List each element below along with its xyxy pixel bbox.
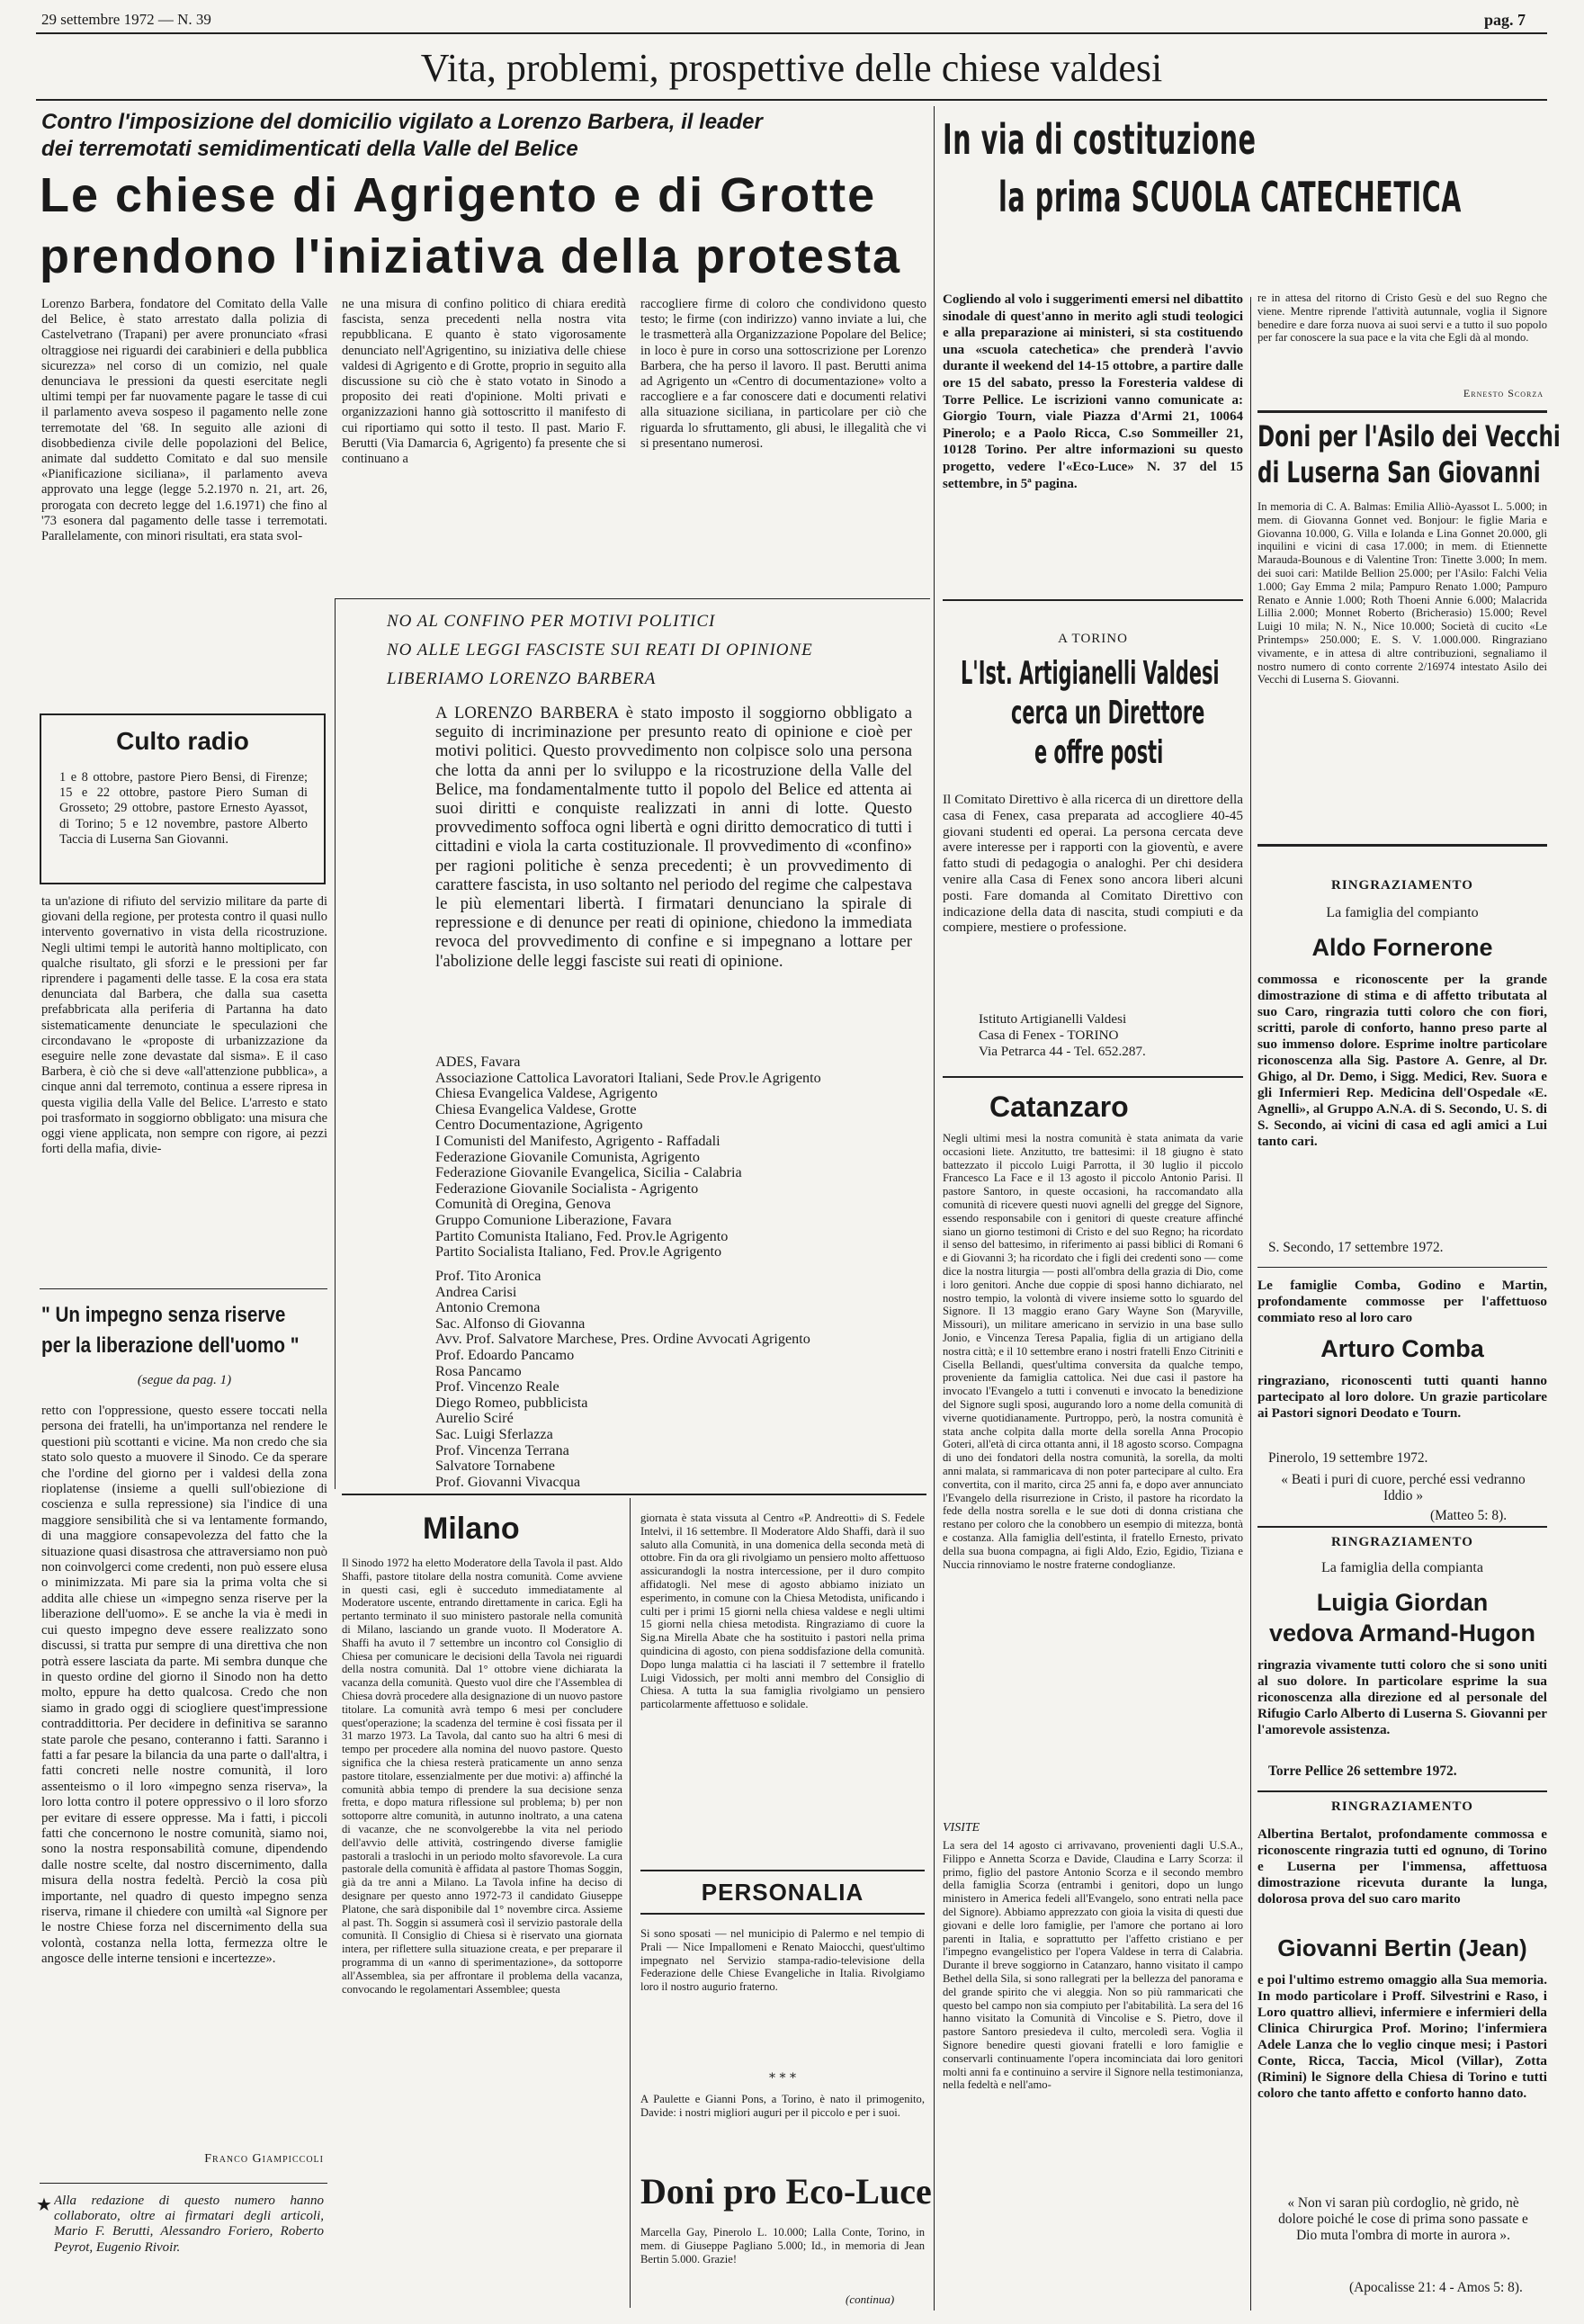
column-rule-right-2 (1250, 297, 1251, 2311)
ringr2-ref: (Matteo 5: 8). (1430, 1508, 1508, 1523)
column-rule-right-1 (934, 106, 935, 2311)
person: Prof. Giovanni Vivacqua (435, 1473, 581, 1490)
person: Andrea Carisi (435, 1283, 517, 1300)
ringr2-body: ringraziano, riconoscenti tutti quanti hanno partecipato al loro dolore. Un grazie particolare ai Pastori signori Deodato e Tourn. (1257, 1373, 1547, 1421)
ringr4-verse: « Non vi saran più cordoglio, nè grido, nè dolore poiché le cose di prima sono passate e Dio muta l'ombra di morte in aurora ». (1278, 2195, 1528, 2243)
personalia-stars: * * * (769, 2071, 796, 2086)
person: Antonio Cremona (435, 1299, 541, 1316)
artigianelli-title-2-wrap (1011, 695, 1308, 731)
ringr3-name-2: vedova Armand-Hugon (1268, 1620, 1536, 1647)
manifesto-persons (435, 1269, 921, 1490)
signer: Federazione Giovanile Comunista, Agrigento (435, 1148, 701, 1165)
signer: Chiesa Evangelica Valdese, Grotte (435, 1100, 637, 1117)
personalia-title: PERSONALIA (701, 1879, 864, 1906)
artigianelli-address (979, 1011, 1146, 1059)
asilo-title-2: di Luserna San Giovanni (1257, 455, 1541, 489)
ringr-rule-3 (1257, 1790, 1547, 1792)
scuola-title-1: In via di costituzione (943, 115, 1257, 164)
column-rule-mid (630, 1498, 631, 2308)
manifesto-slogan-3: LIBERIAMO LORENZO BARBERA (387, 669, 657, 688)
column-rule-left (335, 598, 336, 1489)
doni-eco-title: Doni pro Eco-Luce (640, 2171, 932, 2212)
artigianelli-kicker: A TORINO (1058, 632, 1128, 646)
person: Prof. Vincenzo Reale (435, 1378, 559, 1395)
address-line: Via Petrarca 44 - Tel. 652.287. (979, 1043, 1146, 1059)
lead-kicker-1: Contro l'imposizione del domicilio vigilato a Lorenzo Barbera, il leader (41, 110, 763, 134)
impegno-title-1: " Un impegno senza riserve (41, 1303, 286, 1327)
ringr3-body: ringrazia vivamente tutti coloro che si sono uniti al suo dolore. In particolare esprime la sua riconoscenza alla direzione ed al personale del Rifugio Carlo Alberto di Luserna S. Giovanni per l'amorevole assistenza. (1257, 1657, 1547, 1737)
artigianelli-body: Il Comitato Direttivo è alla ricerca di un direttore della casa di Fenex, casa preparata ad accogliere 40-45 giovani studenti ed operai. La persona cercata deve avere interesse per i rapporti con la gioventù, e avere fatto studi di pedagogia o analoghi. Per chi desidera venire alla Casa di Fenex sono ancora liberi alcuni posti. Fare domanda al Comitato Direttivo con indicazione della data di nascita, studi compiuti e da compiere, mestiere o professione. (943, 792, 1243, 936)
doni-eco-continua: (continua) (846, 2293, 895, 2306)
asilo-body: In memoria di C. A. Balmas: Emilia Alliò-Ayassot L. 5.000; in mem. di Giovanna Gonnet ved. Bonjour: le figlie Maria e Giovanna 10.000, G. Villa e Iolanda e Lina Gonnet 20.000, gli inquilini e vicini di casa 17.000; in mem. di Etiennette Marauda-Bounous e di Valentine Tron: Tinette 3.000; In mem. dei suoi cari: Matilde Bellion 25.000; per l'Asilo: Falchi Velia 1.000; Gay Emma 2 mila; Pampuro Renato 1.000; Pampuro Renato e Annie 1.000; Roth Thoeni Annie 6.000; Malacrida Lillia 2.000; Monnet Roberto (Bricherasio) 15.000; Revel Luigi 10 mila; N. N., Nice 10.000; Società di cucito «Le Printemps» 250.000; E. S. V. 1.000.000. Ringraziano vivamente, e in attesa di altre contribuzioni, segnaliamo il nostro numero di conto corrente 2/16974 intestato Asilo dei Vecchi di Luserna S. Giovanni. (1257, 500, 1547, 686)
person: Rosa Pancamo (435, 1362, 522, 1379)
scuola-body: Cogliendo al volo i suggerimenti emersi nel dibattito sinodale di quest'anno in merito agli studi teologici e alla preparazione ai ministeri, si sta costituendo una «scuola catechetica» che prenderà l'avvio durante il weekend del 14-15 ottobre, a partire dalle ore 15 del sabato, presso la Foresteria valdese di Torre Pellice. Le iscrizioni vanno comunicate a: Giorgio Tourn, viale Piazza d'Armi 21, 10064 Pinerolo; e a Paolo Ricca, C.so Sommeiller 21, 10128 Torino. Per altre informazioni su questo progetto, vedere l'«Eco-Luce» N. 37 del 15 settembre, in 5ª pagina. (943, 292, 1243, 491)
signer: Gruppo Comunione Liberazione, Favara (435, 1211, 672, 1228)
signer: Partito Comunista Italiano, Fed. Prov.le Agrigento (435, 1227, 729, 1244)
person: Prof. Edoardo Pancamo (435, 1346, 575, 1363)
manifesto-rule-top (335, 598, 930, 599)
signer: Federazione Giovanile Evangelica, Sicilia - Calabria (435, 1164, 742, 1181)
personalia-rule-top (640, 1870, 925, 1871)
culto-radio-text: 1 e 8 ottobre, pastore Piero Bensi, di Firenze; 15 e 22 ottobre, pastore Piero Suman di Grosseto; 29 ottobre, pastore Ernesto Ayassot, di Torino; 5 e 12 novembre, pastore Alberto Taccia di Luserna San Giovanni. (59, 770, 308, 847)
artigianelli-title-2: cerca un Direttore (1011, 695, 1205, 731)
ringr-rule-1 (1257, 1267, 1547, 1268)
lead-column-1-continued: ta un'azione di rifiuto del servizio militare da parte di giovani della regione, per protesta contro il quasi nullo intervento governativo in vista della ricostruzione. Negli ultimi tempi le autorità hanno moltiplicato, con qualche risultato, gli sforzi e le pressioni per far riprendere i pagamenti delle tasse. E la cosa era stata denunciata dal Barbera, che dalla sua casetta prefabbricata alla periferia di Partanna ha dato sistematicamente denunciate le speculazioni che circondavano le «proposte di urbanizzazione da eseguire nelle zone devastate dal sisma». E il caso Barbera, è ciò che si deve «all'attenzione pubblica», a cinque anni dal terremoto, continua a essere ripresa in questa vigilia della Valle del Belice. L'arresto e stato poi trasformato in soggiorno obbligato: una misura che oggi viene applicata, non sempre con rigore, ai pezzi forti della mafia, divie- (41, 894, 327, 1157)
signer: Centro Documentazione, Agrigento (435, 1117, 643, 1134)
catanzaro-body: Negli ultimi mesi la nostra comunità è stata animata da varie occasioni liete. Anzitutto, tre battesimi: il 18 giugno è stato battezzato il piccolo Luigi Parrotta, il 30 luglio il piccolo Francesco La Face e il 13 agosto il piccolo Antonio Parisi. Il pastore Santoro, in queste occasioni, ha raccomandato alla comunità di ricevere questi nuovi agnelli del gregge del Signore, essendo responsabile con i genitori di queste creature affinché siano un giorno testimoni di Cristo e del suo Regno; ha ricordato il senso del battesimo, in riferimento ai passi biblici di Romani 6 e di Giovanni 3; ha ricordato che i figli dei credenti sono — come dice la nostra liturgia — posti all'ombra della grazia di Dio, come i loro genitori. Anche due coppie di sposi hanno dichiarato, nel nostro tempio, la volontà di vivere insieme sotto lo sguardo del Signore. Il 13 maggio erano Gary Wayne Son (Maryville, Missouri), un militare americano in servizio in una base sullo Jonio, e Vincenza Teresa Papalia, figlia di un artigiano della nostra città; e il 10 settembre erano i nostri fratelli Enzo Citriniti e Cisella Bellandi, quest'ultima conversita da qualche tempo, proveniente da famiglia cattolica. Nei due casi il pastore ha invocato l'Evangelo a tutti i convenuti e invocato la benedizione del Signore sugli sposi, augurando loro a nome della comunità di viverne quotidianamente. Purtroppo, però, la nostra comunità è stata anche colpita dalla morte della sorella Anna Procopio Goteri, all'età di circa ottanta anni, il 18 agosto scorso. Compagna di uno dei fondatori della nostra comunità, la sorella, da molti anni malata, si rammaricava di non poter partecipare al culto. Era convertita, con il marito, circa 25 anni fa, e dopo aver annunciato l'Evangelo della risurrezione in Cristo, il pastore ha ricordato la fede della nostra sorella e le sue doti di donna cristiana che restano per coloro che la conobbero un esempio di mitezza, bontà e costanza. Alla famiglia dell'estinta, il fratello Ernesto, privato della sua buona compagna, ai figli Aldo, Ezio, Egidio, Tiziana e Nuccia rinnoviamo le nostre fraterne condoglianze. (943, 1132, 1243, 1571)
footnote-rule (40, 2183, 327, 2184)
person: Diego Romeo, pubblicista (435, 1394, 588, 1411)
scorza-author: Ernesto Scorza (1463, 387, 1544, 399)
asilo-title-1-wrap (1257, 419, 1561, 453)
ringraziamento-header-2: RINGRAZIAMENTO (1331, 1535, 1473, 1549)
ringr3-intro: La famiglia della compianta (1321, 1560, 1483, 1575)
ringr1-body: commossa e riconoscente per la grande dimostrazione di stima e di affetto tributata al suo Caro, ringrazia tutti coloro che con fiori, scritti, parole di conforto, hanno preso parte al suo immenso dolore. Esprime inoltre particolare riconoscenza alla Sig. Pastore A. Genre, al Dr. Ghigo, al Dr. Demo, i Sigg. Medici, Rev. Suora e gli Infermieri Rep. Medicina dell'Ospedale «E. Agnelli», al Gruppo A.N.A. di S. Secondo, U. S. di S. Secondo, ai vicini di casa ed agli amici a Lui tanto cari. (1257, 972, 1547, 1149)
scuola-title-2: la prima SCUOLA CATECHETICA (998, 173, 1462, 221)
artigianelli-title-3: e offre posti (1034, 734, 1164, 771)
person: Avv. Prof. Salvatore Marchese, Pres. Ordine Avvocati Agrigento (435, 1331, 810, 1348)
signer: I Comunisti del Manifesto, Agrigento - Raffadali (435, 1132, 720, 1149)
person: Aurelio Sciré (435, 1410, 514, 1427)
address-line: Casa di Fenex - TORINO (979, 1027, 1119, 1043)
ringraziamento-header-3: RINGRAZIAMENTO (1331, 1799, 1473, 1814)
scuola-title-1-wrap (943, 115, 1257, 178)
signer: Partito Socialista Italiano, Fed. Prov.le Agrigento (435, 1243, 722, 1261)
ringr2-name: Arturo Comba (1320, 1335, 1484, 1362)
section-title: Vita, problemi, prospettive delle chiese valdesi (420, 46, 1163, 90)
signer: Associazione Cattolica Lavoratori Italiani, Sede Prov.le Agrigento (435, 1069, 821, 1086)
artigianelli-title-3-wrap (1034, 734, 1331, 771)
ringr3-name-1: Luigia Giordan (1316, 1589, 1489, 1616)
asilo-rule (1257, 410, 1547, 413)
ringr1-intro: La famiglia del compianto (1326, 905, 1479, 920)
personalia-body-2: A Paulette e Gianni Pons, a Torino, è nato il primogenito, Davide: i nostri migliori auguri per il piccolo e per i suoi. (640, 2093, 925, 2119)
scuola-title-2-wrap (998, 173, 1538, 236)
milano-body-col1: Il Sinodo 1972 ha eletto Moderatore della Tavola il past. Aldo Shaffi, pastore titolare della nostra comunità. Come avviene in questi casi, egli è succeduto immediatamente al Moderatore uscente, entrando direttamente in carica. Egli ha pertanto terminato il suo ministero pastorale nella comunità di Milano, lasciando un grande vuoto. Il Moderatore A. Shaffi ha avuto il 7 settembre un incontro col Consiglio di Chiesa per comunicare le decisioni della Tavola nei riguardi della nostra comunità. Dal 1° ottobre viene dichiarata la vacanza della comunità. Questo vuol dire che l'Assemblea di Chiesa dovrà procedere alla designazione di un nuovo pastore titolare. La comunità avrà tempo 6 mesi per concludere quest'operazione; la scadenza del termine è così fissata per il 31 marzo 1973. La Tavola, dal canto suo ha altri 6 mesi di tempo per procedere alla nomina del nuovo pastore. Questo significa che la chiesa resterà praticamente un anno senza pastore titolare, essenzialmente per due motivi: a) affinché la comunità abbia tempo di prendere la sua decisione senza fretta, e dopo matura riflessione sul problema; b) per non sottoporre altre comunità, in autunno inoltrato, a una catena di vacanze, che ne sconvolgerebbe la vita nel periodo dell'avvio delle attività, costringendo diverse famiglie pastorali a traslochi in un periodo molto sfavorevole. La cura pastorale della comunità è affidata al pastore Thomas Soggin, già da tre anni a Milano. La Tavola infine ha deciso di designare per questo anno 1972-73 il candidato Giuseppe Platone, che sarà disponibile dal 1° novembre circa. Assieme al past. Th. Soggin si assumerà così il servizio pastorale della comunità. Il Consiglio di Chiesa si è riservato una giornata intera, per riflettere sulla situazione creata, e per preparare il programma di un «anno di sperimentazione», da sottoporre all'Assemblea, sia per affrontare il problema della vacanza, convocando le regolamentari Assemblee; questa (342, 1557, 622, 1996)
asilo-title-2-wrap (1257, 455, 1554, 489)
milano-body-col2: giornata è stata vissuta al Centro «P. Andreotti» di S. Fedele Intelvi, il 16 settembre. Il Moderatore Aldo Shaffi, darà il suo saluto alla Comunità, in una domenica della seconda metà di ottobre. Fin da ora gli rivolgiamo un pensiero molto affettuoso assicurandogli la nostra intercessione, per il duro compito affidatogli. Nel mese di agosto abbiamo iniziato un esperimento, in comune con la Chiesa Metodista, unificando i culti per i primi 15 giorni nella chiesa valdese e negli ultimi 15 giorni nella chiesa metodista. Ringraziamo di cuore la Sig.na Mirella Abate che ha sostituito i pastori nella prima quindicina di agosto, con piena soddisfazione della comunità. Dopo lunga malattia ci ha lasciati il 7 settembre il fratello Luigi Vidossich, per molti anni membro del Consiglio di Chiesa. A tutta la sua famiglia rivolgiamo un pensiero particolarmente affettuoso e solidale. (640, 1512, 925, 1711)
person: Salvatore Tornabene (435, 1458, 555, 1475)
scorza-body: re in attesa del ritorno di Cristo Gesù e del suo Regno che viene. Mentre riprende l'attività autunnale, voglia il Signore benedire e dare forza nuova ai suoi servi e a tutto il suo popolo per far conoscere la sua pace e la vita che Egli dà al mondo. (1257, 292, 1547, 345)
impegno-author: Franco Giampiccoli (204, 2152, 324, 2166)
doni-eco-body: Marcella Gay, Pinerolo L. 10.000; Lalla Conte, Torino, in mem. di Giuseppe Pagliano 5.000; Id., in memoria di Jean Bertin 5.000. Grazie! (640, 2226, 925, 2266)
ringr1-name: Aldo Fornerone (1311, 934, 1493, 961)
issue-date: 29 settembre 1972 — N. 39 (41, 11, 211, 28)
address-line: Istituto Artigianelli Valdesi (979, 1011, 1127, 1027)
signer: Comunità di Oregina, Genova (435, 1196, 612, 1213)
manifesto-slogan-2: NO ALLE LEGGI FASCISTE SUI REATI DI OPINIONE (387, 641, 813, 660)
lead-headline-1: Le chiese di Agrigento e di Grotte (40, 168, 877, 222)
ringr4-body-2: e poi l'ultimo estremo omaggio alla Sua memoria. In modo particolare i Proff. Silvestrini e Raso, i Loro quattro allievi, infermiere e infermieri della Clinica Chirurgica Prof. Morino; l'infermiera Adele Lanza che lo veglio cinque mesi; i Pastori Conte, Ricca, Taccia, Micol (Villar), Zotta (Rimini) le Signore della Chiesa di Torino e tutti coloro che tanto affetto e conforto hanno dato. (1257, 1972, 1547, 2101)
ringr2-place: Pinerolo, 19 settembre 1972. (1268, 1450, 1428, 1466)
milano-rule (342, 1494, 926, 1495)
masthead-rule (36, 32, 1547, 34)
manifesto-slogan-1: NO AL CONFINO PER MOTIVI POLITICI (387, 612, 716, 631)
catanzaro-title: Catanzaro (989, 1090, 1129, 1123)
lead-column-1: Lorenzo Barbera, fondatore del Comitato della Valle del Belice, è stato arrestato dalla polizia di Castelvetrano (Trapani) per avere pronunciato «frasi oltraggiose nei riguardi dei carabinieri e della pubblica sicurezza» nel corso di un comizio, nel quale denunciava le pressioni da questi esercitate negli ultimi tempi per far nuovamente pagare le tasse di cui il parlamento aveva sospeso il pagamento nelle zone terremotate del '68. In seguito alle azioni di disobbedienza civile delle popolazioni del Belice, animate dal suddetto Comitato e dal suo mensile «Pianificazione siciliana», il parlamento aveva approvato una legge (legge 5.2.1970 n. 21, art. 26, prorogata con decreto legge del 1.6.1971) che fino al '73 esonera dal pagamento delle tasse i terremotati. Parallelamente, con minori risultati, era stata svol- (41, 297, 327, 544)
manifesto-signers (435, 1054, 921, 1261)
ringraziamento-header-1: RINGRAZIAMENTO (1331, 878, 1473, 893)
ringr2-verse: « Beati i puri di cuore, perché essi vedranno Iddio » (1281, 1472, 1526, 1503)
ringr3-place: Torre Pellice 26 settembre 1972. (1268, 1763, 1457, 1779)
page-number: pag. 7 (1484, 11, 1526, 29)
person: Prof. Vincenza Terrana (435, 1441, 569, 1458)
asilo-title-1: Doni per l'Asilo dei Vecchi (1257, 419, 1561, 453)
person: Sac. Alfonso di Giovanna (435, 1315, 586, 1332)
ringr2-intro: Le famiglie Comba, Godino e Martin, profondamente commosse per l'affettuoso commiato reso al loro caro (1257, 1278, 1547, 1325)
ringr4-name: Giovanni Bertin (Jean) (1277, 1934, 1527, 1961)
artigianelli-title-1: L'Ist. Artigianelli Valdesi (961, 655, 1220, 692)
impegno-rule (40, 1288, 327, 1289)
signer: Federazione Giovanile Socialista - Agrigento (435, 1180, 699, 1197)
personalia-body: Si sono sposati — nel municipio di Palermo e nel tempio di Prali — Nice Impallomeni e Renato Maiocchi, quest'ultimo impegnato nel Servizio stampa-radio-televisione della Federazione delle Chiese Evangeliche in Italia. Rivolgiamo loro il nostro augurio fraterno. (640, 1927, 925, 1994)
catanzaro-rule (943, 1076, 1243, 1078)
lead-column-3: raccogliere firme di coloro che condividono questo testo; le firme (con indirizzo) vanno inviate a lui, che le trasmetterà alla Organizzazione Popolare del Belice; in loco è pure in corso una sottoscrizione per Lorenzo Barbera, che ha perso il lavoro. Il past. Berutti anima ad Agrigento un «Centro di documentazione» volto a raccogliere e a far conoscere dati e documenti relativi alla situazione siciliana, in particolare per ciò che riguarda lo sfruttamento, gli abusi, le illegalità che vi si presentano numerosi. (640, 297, 926, 451)
ringr4-body-1: Albertina Bertalot, profondamente commossa e riconoscente ringrazia tutti ed ognuno, di Torino e Luserna per l'immensa, affettuosa dimostrazione ricevuta durante la lunga, dolorosa prova del suo caro marito (1257, 1826, 1547, 1907)
ringr4-ref: (Apocalisse 21: 4 - Amos 5: 8). (1349, 2280, 1523, 2295)
lead-column-2: ne una misura di confino politico di chiara eredità fascista, senza precedenti nella nostra vita repubblicana. E quanto è stato vigorosamente denunciato nell'Agrigentino, su iniziativa delle chiese valdesi di Agrigento e di Grotte, proprio in seguito alla discussione su ciò che è stato votato in Sinodo a proposito dei reati d'opinione. Molti privati e organizzazioni hanno già sottoscritto il manifesto di cui riportiamo qui sotto il testo. Il past. Mario F. Berutti (Via Damarcia 6, Agrigento) fa presente che si continuano a (342, 297, 626, 467)
artigianelli-title-1-wrap (961, 655, 1257, 692)
milano-title: Milano (423, 1512, 520, 1546)
impegno-note: (segue da pag. 1) (137, 1373, 232, 1387)
lead-kicker-2: dei terremotati semidimenticati della Valle del Belice (41, 137, 578, 161)
person: Sac. Luigi Sferlazza (435, 1425, 553, 1442)
impegno-title-2: per la liberazione dell'uomo " (41, 1333, 300, 1358)
personalia-rule-bottom (640, 1913, 925, 1915)
catanzaro-visite-title: VISITE (943, 1821, 980, 1835)
signer: Chiesa Evangelica Valdese, Agrigento (435, 1085, 658, 1102)
signer: ADES, Favara (435, 1054, 521, 1070)
culto-radio-title: Culto radio (116, 727, 249, 755)
catanzaro-visite: La sera del 14 agosto ci arrivavano, provenienti dagli U.S.A., Filippo e Annetta Scorza e Davide, Claudina e Larry Scorza: il primo, figlio del pastore Antonio Scorza e il secondo membro della famiglia Scorza (entrambi i genitori, dopo un lungo ministero in America fedeli all'Evangelo, sono entrati nella pace del Signore). Abbiamo apprezzato con gioia la visita di questi due giovani e delle loro famiglie, per l'amore che portano ai loro parenti in Italia, e soprattutto per l'affetto cristiano e per l'impegno evangelistico per l'opera Valdese in terra di Calabria. Durante il breve soggiorno in Catanzaro, hanno visitato il campo Bethel della Sila, si sono rallegrati per la bellezza del panorama e del grande spirito che vi aleggia. Non so più rammaricati che questo bel campo non sia compiuto per l'abitabilità. La sera del 16 hanno visitato la Comunità di Vincolise e S. Pietro, dove il pastore Santoro presiedeva il culto, mercoledì sera. Voglia il Signore benedire questi giovani fratelli e loro famiglie e conservarli continuamente l'opera incominciata dai loro genitori molti anni fa e continuino a servire il Signore nella testimonianza, nella fedeltà e nell'amo- (943, 1839, 1243, 2092)
impegno-body: retto con l'oppressione, questo essere toccati nella persona dei fratelli, ha un'importanza nel rendere le questioni più scottanti e vicine. Ma non credo che sia stato solo questo a muovere il Sinodo. Ce da sperare che l'ordine del giorno per i valdesi della zona rioplatense (insieme a quelli sull'obiezione di coscienza e sulla repressione) sia l'indice di una maggiore sensibilità che si va lentamente formando, di una maggiore consapevolezza del fatto che la situazione quasi disastrosa che attraversiamo non può non coinvolgerci come credenti, non può essere elusa o minimizzata. Mi pare sia la prima volta che si addita alle chiese un «impegno senza riserve per la liberazione dell'uomo». E se anche la via è medi in cui questo impegno deve essere realizzato sono discussi, si tratta pur sempre di una direttiva che non potrà essere lasciata da parte. Mi sembra dunque che in questo ordine del giorno il Sinodo non ha detto molto, eppure ha detto qualcosa. Credo che non siamo in grado oggi di sciogliere quest'impressione contraddittoria. Per decidere in definitiva se saranno state parole che pesano, conteranno i fatti. Saranno i fatti a far pesare la bilancia da una parte o dall'altra, i fatti concreti nelle nostre comunità, il loro assenteismo o il loro «impegno senza riserva», la loro lotta contro il potere oppressivo o il loro sforzo per evitare di essere oppresse. Ma i fatti, i piccoli fatti che concernono le nostre comunità, siamo noi, sono la nostra responsabilità comune, dipendendo dalle nostre scelte, dal nostro discernimento, dalla misura della nostra fedeltà. Perciò la cosa più importante, nel quadro di questo impegno senza riserva, rimane il chiedere con umiltà «al Signore per le nostre Chiese forza nel discernimento della sua volontà, costanza nella lotta, fermezza oltre le angosce delle interne tensioni e incertezze». (41, 1404, 327, 1967)
lead-headline-2: prendono l'iniziativa della protesta (40, 229, 901, 283)
manifesto-body: A LORENZO BARBERA è stato imposto il soggiorno obbligato a seguito di incriminazione per presunto reato di opinione e cioè per motivi politici. Questo provvedimento non colpisce solo una persona che lotta da anni per lo sviluppo e la ricostruzione della Valle del Belice, ma fondamentalmente tutto il popolo del Belice ed attenta ai suoi diritti e conquiste realizzati in anni di lotte. Questo provvedimento soffoca ogni libertà e ogni diritto democratico di tutti i cittadini e viola la carta costituzionale. Il provvedimento di «confino» per ragioni politiche è senza precedenti; è un provvedimento di carattere fascista, in uso soltanto nel periodo del regime che calpestava le più elementari libertà. I firmatari denunciano la spirale di repressione e di denunce per reati di opinione, chiedono la immediata revoca del provvedimento di confine e si impegnano a lottare per l'abolizione delle leggi fasciste sui reati di opinione. (435, 704, 912, 971)
footnote-text: Alla redazione di questo numero hanno collaborato, oltre ai firmatari degli articoli, Mario F. Berutti, Alessandro Foriero, Roberto Peyrot, Eugenio Rivoir. (54, 2194, 324, 2255)
person: Prof. Tito Aronica (435, 1268, 541, 1284)
asilo-rule-bottom (1257, 844, 1547, 847)
section-rule (36, 99, 1547, 101)
footnote-star-icon: ★ (36, 2194, 52, 2215)
ringr1-place: S. Secondo, 17 settembre 1972. (1268, 1240, 1444, 1255)
ringr-rule-2 (1257, 1526, 1547, 1528)
artigianelli-rule (943, 599, 1243, 601)
